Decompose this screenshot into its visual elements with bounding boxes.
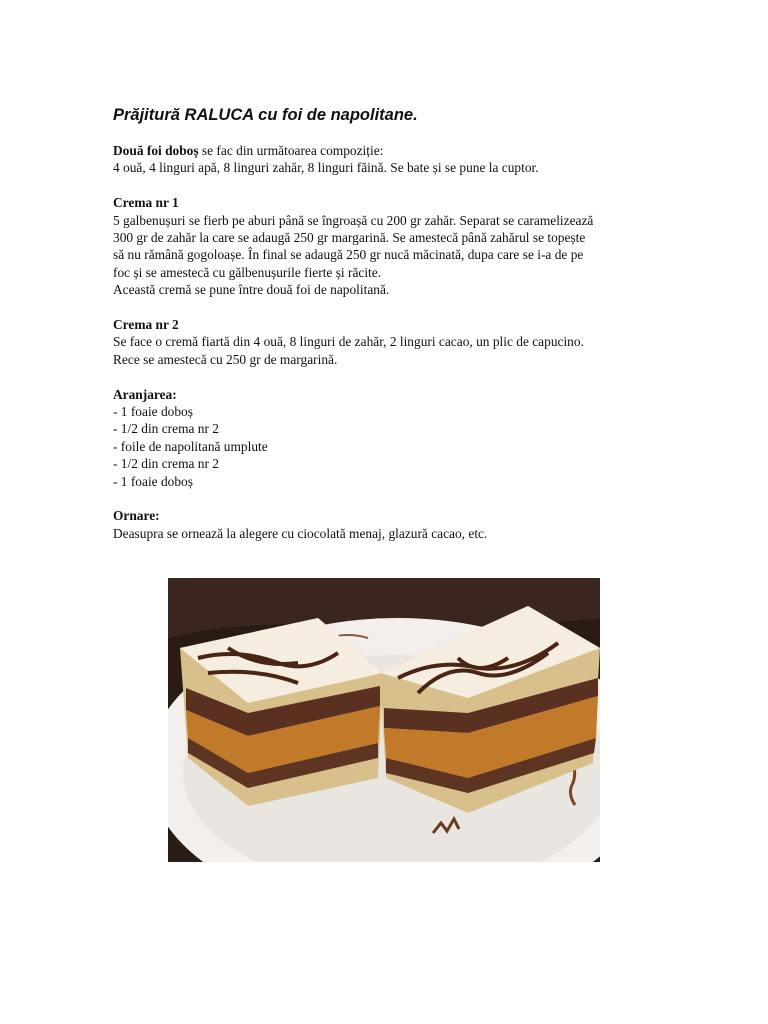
crema2-line: Se face o cremă fiartă din 4 ouă, 8 linguri de zahăr, 2 linguri cacao, un plic de capucino. — [113, 334, 584, 350]
intro-bold: Două foi doboș — [113, 143, 199, 158]
intro-line-1 — [113, 142, 673, 159]
recipe-title: Prăjitură RALUCA cu foi de napolitane. — [113, 106, 418, 124]
aranjarea-item: - foile de napolitană umplute — [113, 438, 268, 454]
cake-photo — [168, 578, 600, 862]
recipe-body — [113, 142, 673, 542]
crema1-line: 300 gr de zahăr la care se adaugă 250 gr margarină. Se amestecă până zahărul se topește — [113, 230, 586, 246]
crema2-line: Rece se amestecă cu 250 gr de margarină. — [113, 351, 338, 367]
aranjarea-item: - 1/2 din crema nr 2 — [113, 456, 219, 472]
aranjarea-item: - 1 foaie doboș — [113, 404, 193, 420]
crema2-heading: Crema nr 2 — [113, 317, 179, 333]
intro-line-2: 4 ouă, 4 linguri apă, 8 linguri zahăr, 8 linguri făină. Se bate și se pune la cuptor. — [113, 160, 539, 176]
ornare-text: Deasupra se ornează la alegere cu ciocolată menaj, glazură cacao, etc. — [113, 525, 488, 541]
aranjarea-heading: Aranjarea: — [113, 386, 177, 402]
crema1-line: Această cremă se pune între două foi de napolitană. — [113, 282, 390, 298]
crema1-line: 5 galbenușuri se fierb pe aburi până se îngroașă cu 200 gr zahăr. Separat se caramelizează — [113, 212, 594, 228]
crema1-heading: Crema nr 1 — [113, 195, 179, 211]
crema1-line: să nu rămână gogoloașe. În final se adaugă 250 gr nucă măcinată, dupa care se i-a de pe — [113, 247, 584, 263]
aranjarea-item: - 1 foaie doboș — [113, 473, 193, 489]
aranjarea-item: - 1/2 din crema nr 2 — [113, 421, 219, 437]
ornare-heading: Ornare: — [113, 508, 160, 524]
crema1-line: foc și se amestecă cu gălbenușurile fierte și răcite. — [113, 264, 382, 280]
intro-rest: se fac din următoarea compoziție: — [198, 143, 384, 158]
